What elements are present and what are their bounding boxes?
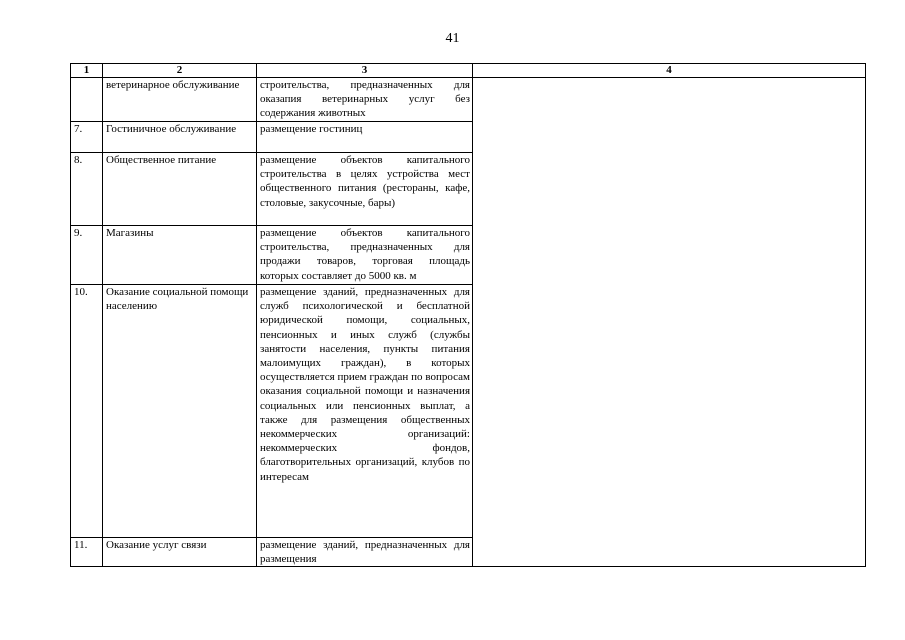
row-number: 9. [71, 226, 103, 285]
use-type-name: Гостиничное обслуживание [103, 122, 257, 153]
column-header-2: 2 [103, 64, 257, 78]
row-number: 10. [71, 285, 103, 538]
column-4-cell [473, 78, 866, 567]
column-header-4: 4 [473, 64, 866, 78]
page-number: 41 [445, 31, 460, 46]
row-number [71, 78, 103, 122]
land-use-table [70, 63, 866, 567]
row-number: 7. [71, 122, 103, 153]
use-type-description: размещение зданий, предназначенных для размещения [257, 538, 473, 567]
row-number: 8. [71, 153, 103, 226]
column-header-3: 3 [257, 64, 473, 78]
use-type-name: Магазины [103, 226, 257, 285]
use-type-description: размещение объектов капитального строительства в целях устройства мест общественного питания (рестораны, кафе, столовые, закусочные, бары) [257, 153, 473, 226]
column-header-1: 1 [71, 64, 103, 78]
table-row [71, 78, 866, 122]
use-type-description: размещение зданий, предназначенных для служб психологической и бесплатной юридической помощи, социальных, пенсионных и иных служб (службы занятости населения, пункты питания малоимущих граждан), в которых осуществляется прием граждан по вопросам оказания социальной помощи и назначения социальных или пенсионных выплат, а также для размещения общественных некоммерческих организаций: некоммерческих фондов, благотворительных организаций, клубов по интересам [257, 285, 473, 538]
row-number: 11. [71, 538, 103, 567]
use-type-description: размещение гостиниц [257, 122, 473, 153]
use-type-description: размещение объектов капитального строительства, предназначенных для продажи товаров, торговая площадь которых составляет до 5000 кв. м [257, 226, 473, 285]
use-type-description: строительства, предназначенных для оказапия ветеринарных услуг без содержания животных [257, 78, 473, 122]
use-type-name: Общественное питание [103, 153, 257, 226]
use-type-name: Оказание социальной помощи населению [103, 285, 257, 538]
table-header-row [71, 64, 866, 78]
use-type-name: Оказание услуг связи [103, 538, 257, 567]
use-type-name: ветеринарное обслуживание [103, 78, 257, 122]
